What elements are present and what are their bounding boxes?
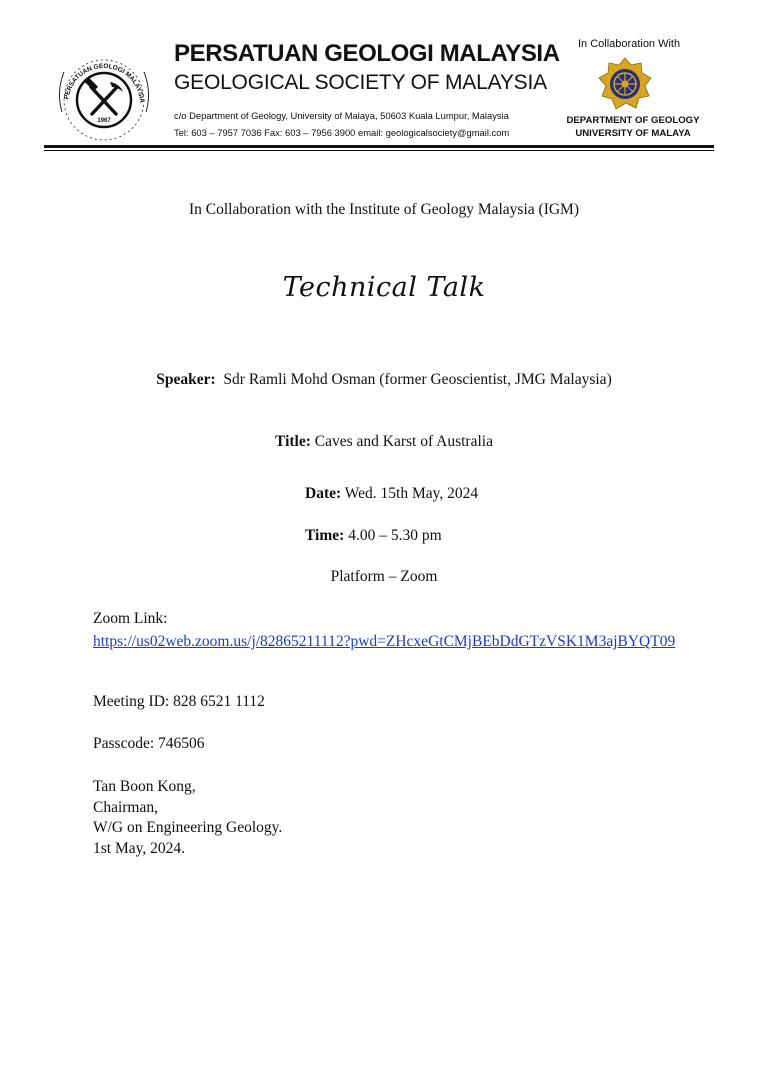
society-name-malay: PERSATUAN GEOLOGI MALAYSIA xyxy=(174,40,560,67)
partner-university: UNIVERSITY OF MALAYA xyxy=(575,128,691,139)
platform-line: Platform – Zoom xyxy=(330,568,438,585)
title-label: Title: xyxy=(275,433,311,450)
signature-block xyxy=(93,777,282,859)
time-line xyxy=(305,527,442,545)
society-address: c/o Department of Geology, University of Malaya, 50603 Kuala Lumpur, Malaysia xyxy=(174,110,509,121)
society-name-english: GEOLOGICAL SOCIETY OF MALAYSIA xyxy=(174,71,547,94)
society-contacts: Tel: 603 – 7957 7036 Fax: 603 – 7956 3900 email: geologicalsociety@gmail.com xyxy=(174,127,510,138)
speaker-value: Sdr Ramli Mohd Osman (former Geoscientist, JMG Malaysia) xyxy=(223,371,612,388)
title-value: Caves and Karst of Australia xyxy=(314,433,493,450)
university-logo xyxy=(598,57,652,111)
date-value: Wed. 15th May, 2024 xyxy=(344,485,479,502)
partner-department: DEPARTMENT OF GEOLOGY xyxy=(566,115,700,126)
svg-text:1967: 1967 xyxy=(97,118,111,124)
society-seal xyxy=(50,42,158,150)
signatory-group: W/G on Engineering Geology. xyxy=(93,819,283,836)
page-title: Technical Talk xyxy=(282,272,486,303)
signatory-role: Chairman, xyxy=(93,798,158,816)
signature-date: 1st May, 2024. xyxy=(93,839,185,857)
university-crest-icon xyxy=(598,57,652,111)
svg-text:PERSATUAN GEOLOGI MALAYSIA: PERSATUAN GEOLOGI MALAYSIA xyxy=(63,62,146,104)
date-label: Date: xyxy=(305,485,342,502)
letterhead-divider xyxy=(44,145,714,148)
zoom-link[interactable]: https://us02web.zoom.us/j/82865211112?pwd=ZHcxeGtCMjBEbDdGTzVSK1M3ajBYQT09 xyxy=(93,633,676,650)
letterhead-divider-thin xyxy=(44,150,714,151)
collaboration-statement: In Collaboration with the Institute of Geology Malaysia (IGM) xyxy=(188,201,579,218)
signatory-name: Tan Boon Kong, xyxy=(93,778,196,795)
collaboration-label: In Collaboration With xyxy=(578,38,681,50)
letterhead xyxy=(0,0,768,160)
talk-title-line xyxy=(0,433,768,451)
time-label: Time: xyxy=(305,527,345,544)
passcode: Passcode: 746506 xyxy=(93,735,205,752)
meeting-id: Meeting ID: 828 6521 1112 xyxy=(93,693,265,710)
date-line xyxy=(305,485,478,503)
society-seal-icon xyxy=(50,42,158,150)
zoom-link-label: Zoom Link: xyxy=(93,610,168,627)
time-value: 4.00 – 5.30 pm xyxy=(348,527,442,544)
speaker-label: Speaker: xyxy=(156,371,216,388)
speaker-line xyxy=(0,371,768,389)
